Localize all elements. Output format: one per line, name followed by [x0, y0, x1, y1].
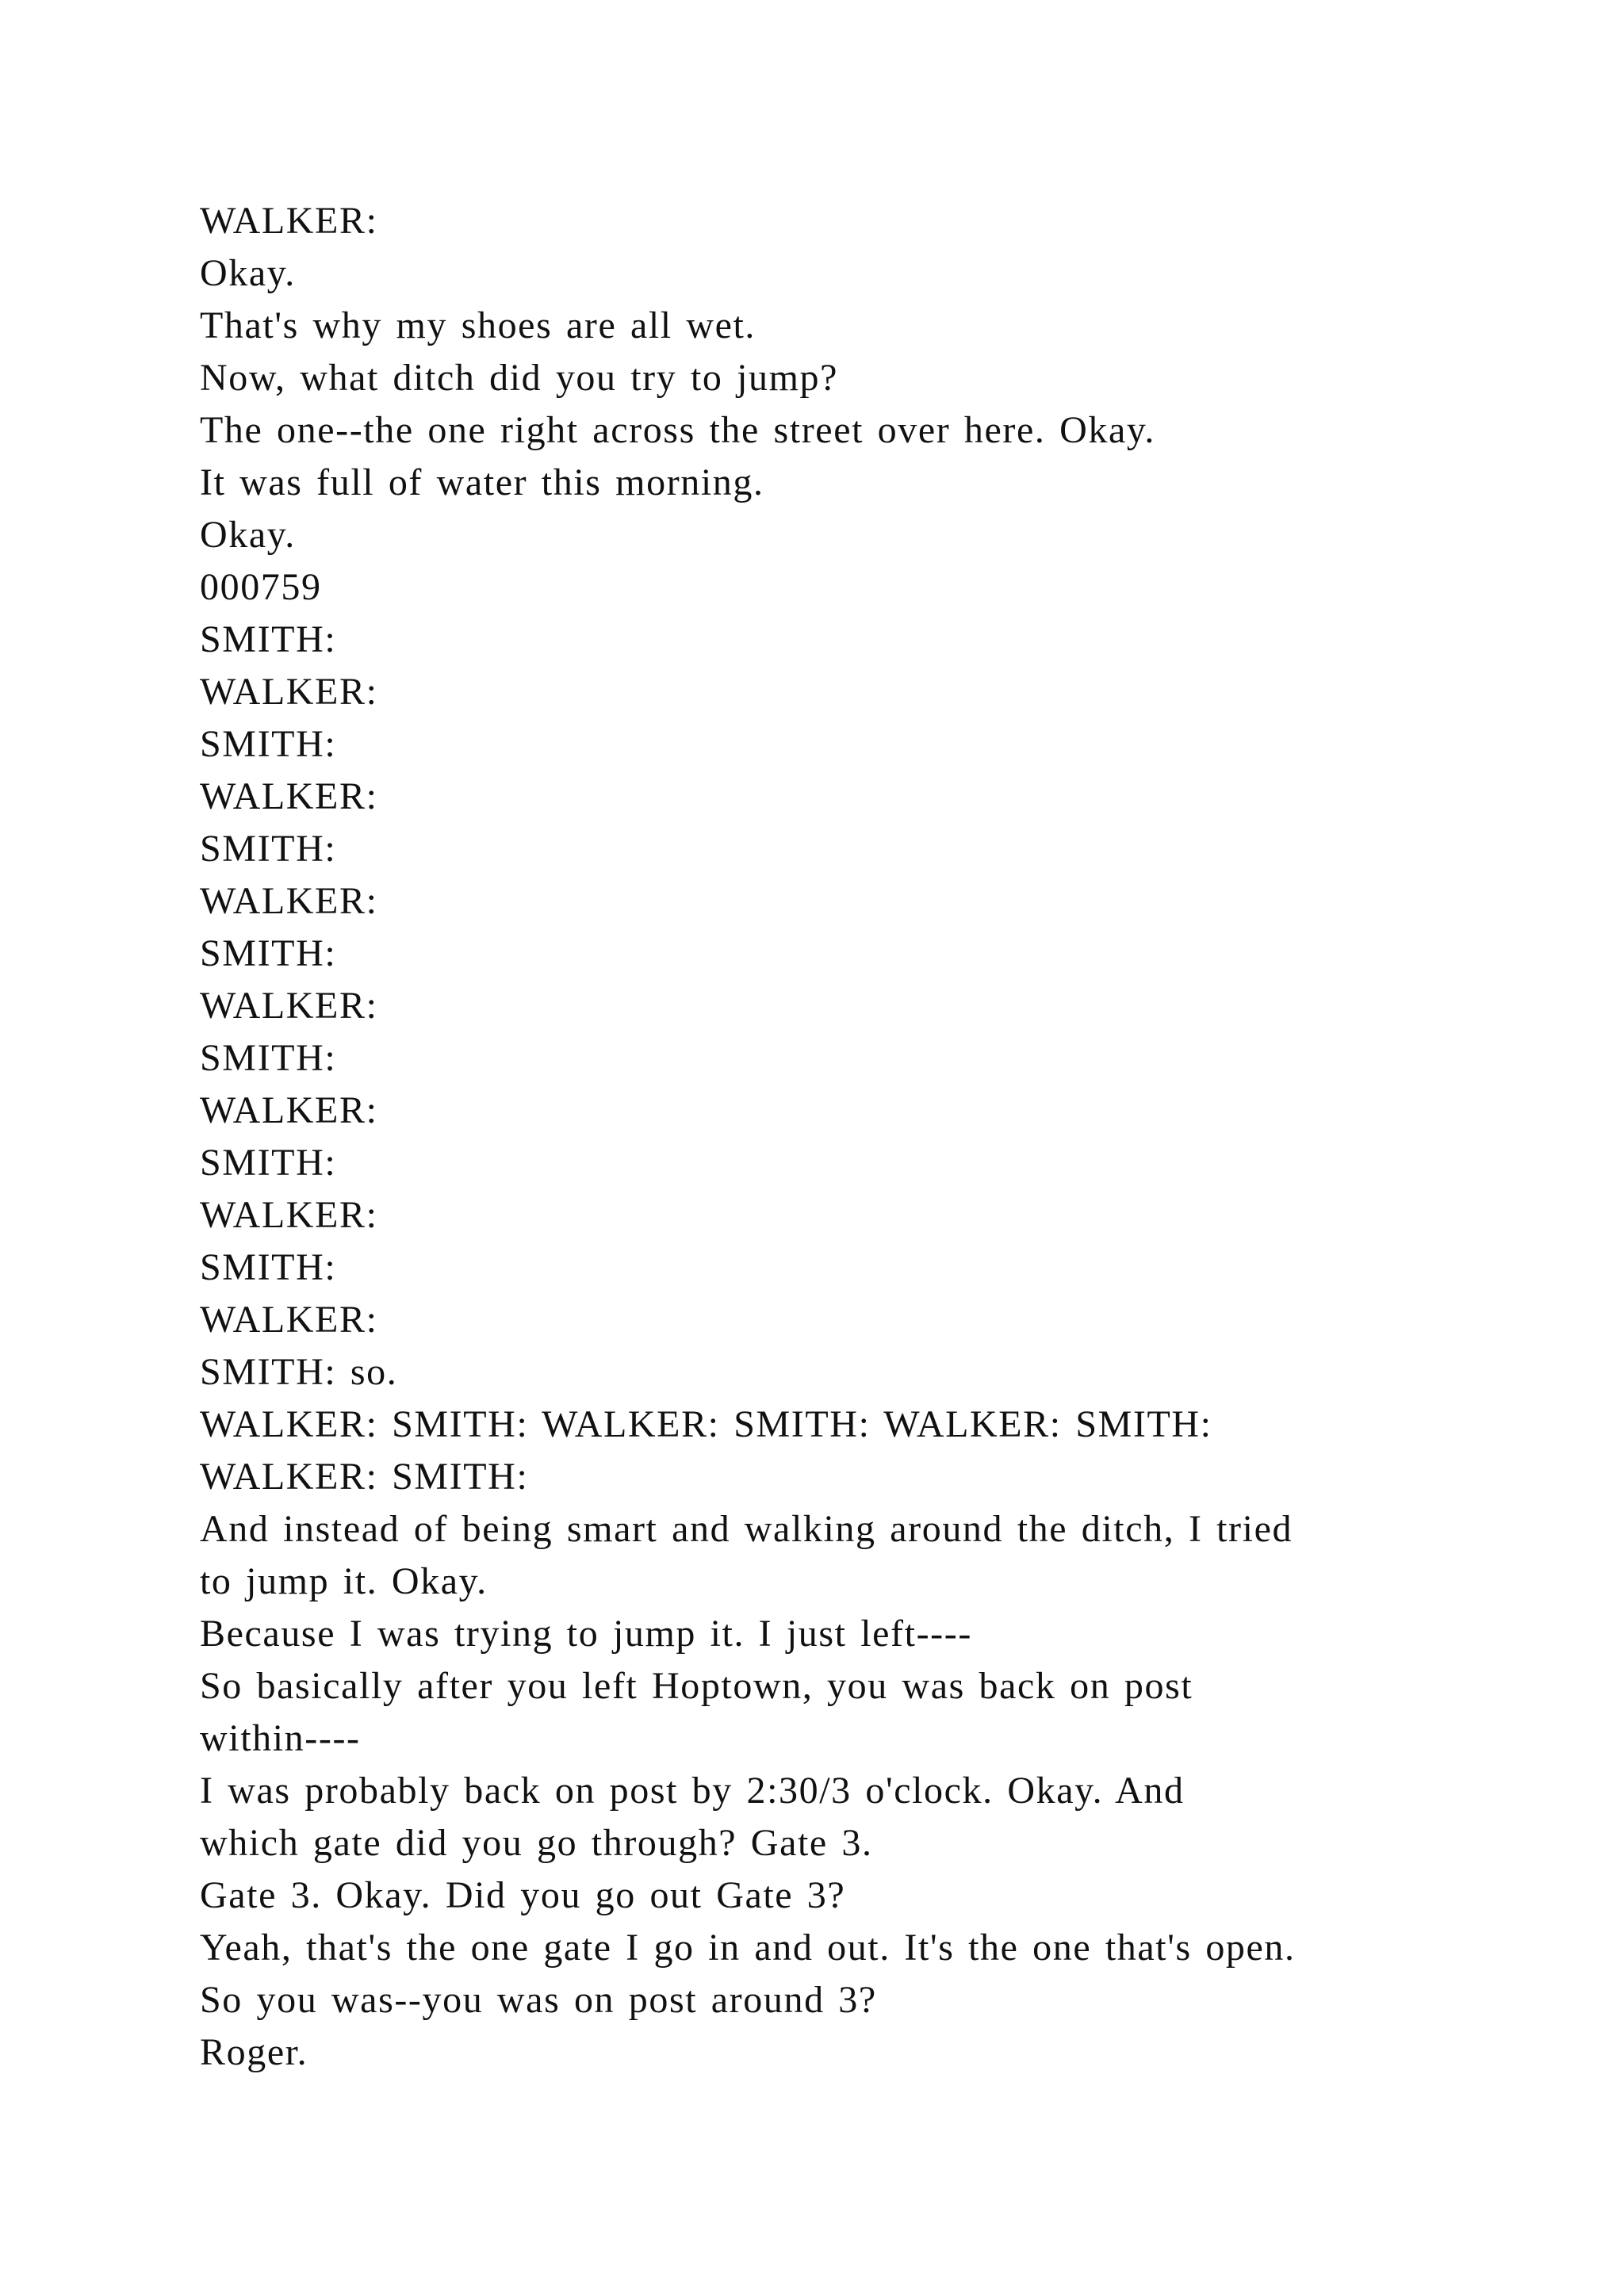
transcript-line: Gate 3. Okay. Did you go out Gate 3? [200, 1874, 846, 1916]
speaker-label: WALKER: [200, 671, 378, 713]
transcript-line: I was probably back on post by 2:30/3 o'clock. Okay. And [200, 1770, 1185, 1812]
transcript-line: Yeah, that's the one gate I go in and out. It's the one that's open. [200, 1927, 1296, 1969]
speaker-label: SMITH: [200, 723, 337, 765]
transcript-line: Okay. [200, 514, 296, 556]
speaker-label: WALKER: [200, 1194, 378, 1236]
transcript-line: Okay. [200, 252, 296, 294]
transcript-line: WALKER: [200, 200, 378, 242]
speaker-label: WALKER: [200, 985, 378, 1027]
speaker-label-row: WALKER: SMITH: [200, 1456, 529, 1498]
speaker-label: SMITH: [200, 1246, 337, 1288]
speaker-label: WALKER: [200, 1089, 378, 1131]
transcript-line: within---- [200, 1717, 361, 1759]
speaker-label: SMITH: [200, 932, 337, 974]
transcript-line: Now, what ditch did you try to jump? [200, 357, 839, 399]
speaker-label: SMITH: [200, 1142, 337, 1184]
speaker-label: SMITH: [200, 1037, 337, 1079]
transcript-line: to jump it. Okay. [200, 1560, 488, 1602]
transcript-line: SMITH: so. [200, 1351, 398, 1393]
transcript-line: And instead of being smart and walking around the ditch, I tried [200, 1508, 1293, 1550]
transcript-line: The one--the one right across the street over here. Okay. [200, 409, 1155, 451]
transcript-text [200, 195, 1437, 2079]
speaker-label-row: WALKER: SMITH: WALKER: SMITH: WALKER: SMITH: [200, 1403, 1212, 1445]
speaker-label: WALKER: [200, 1299, 378, 1341]
transcript-line: So basically after you left Hoptown, you was back on post [200, 1665, 1193, 1707]
speaker-label: WALKER: [200, 880, 378, 922]
transcript-line: which gate did you go through? Gate 3. [200, 1822, 873, 1864]
transcript-line: That's why my shoes are all wet. [200, 304, 756, 346]
transcript-line: It was full of water this morning. [200, 461, 764, 503]
transcript-line: So you was--you was on post around 3? [200, 1979, 877, 2021]
speaker-label: WALKER: [200, 775, 378, 817]
transcript-line: Roger. [200, 2031, 308, 2073]
page-number: 000759 [200, 566, 322, 608]
transcript-line: Because I was trying to jump it. I just left---- [200, 1613, 972, 1655]
speaker-label: SMITH: [200, 828, 337, 870]
speaker-label: SMITH: [200, 618, 337, 660]
